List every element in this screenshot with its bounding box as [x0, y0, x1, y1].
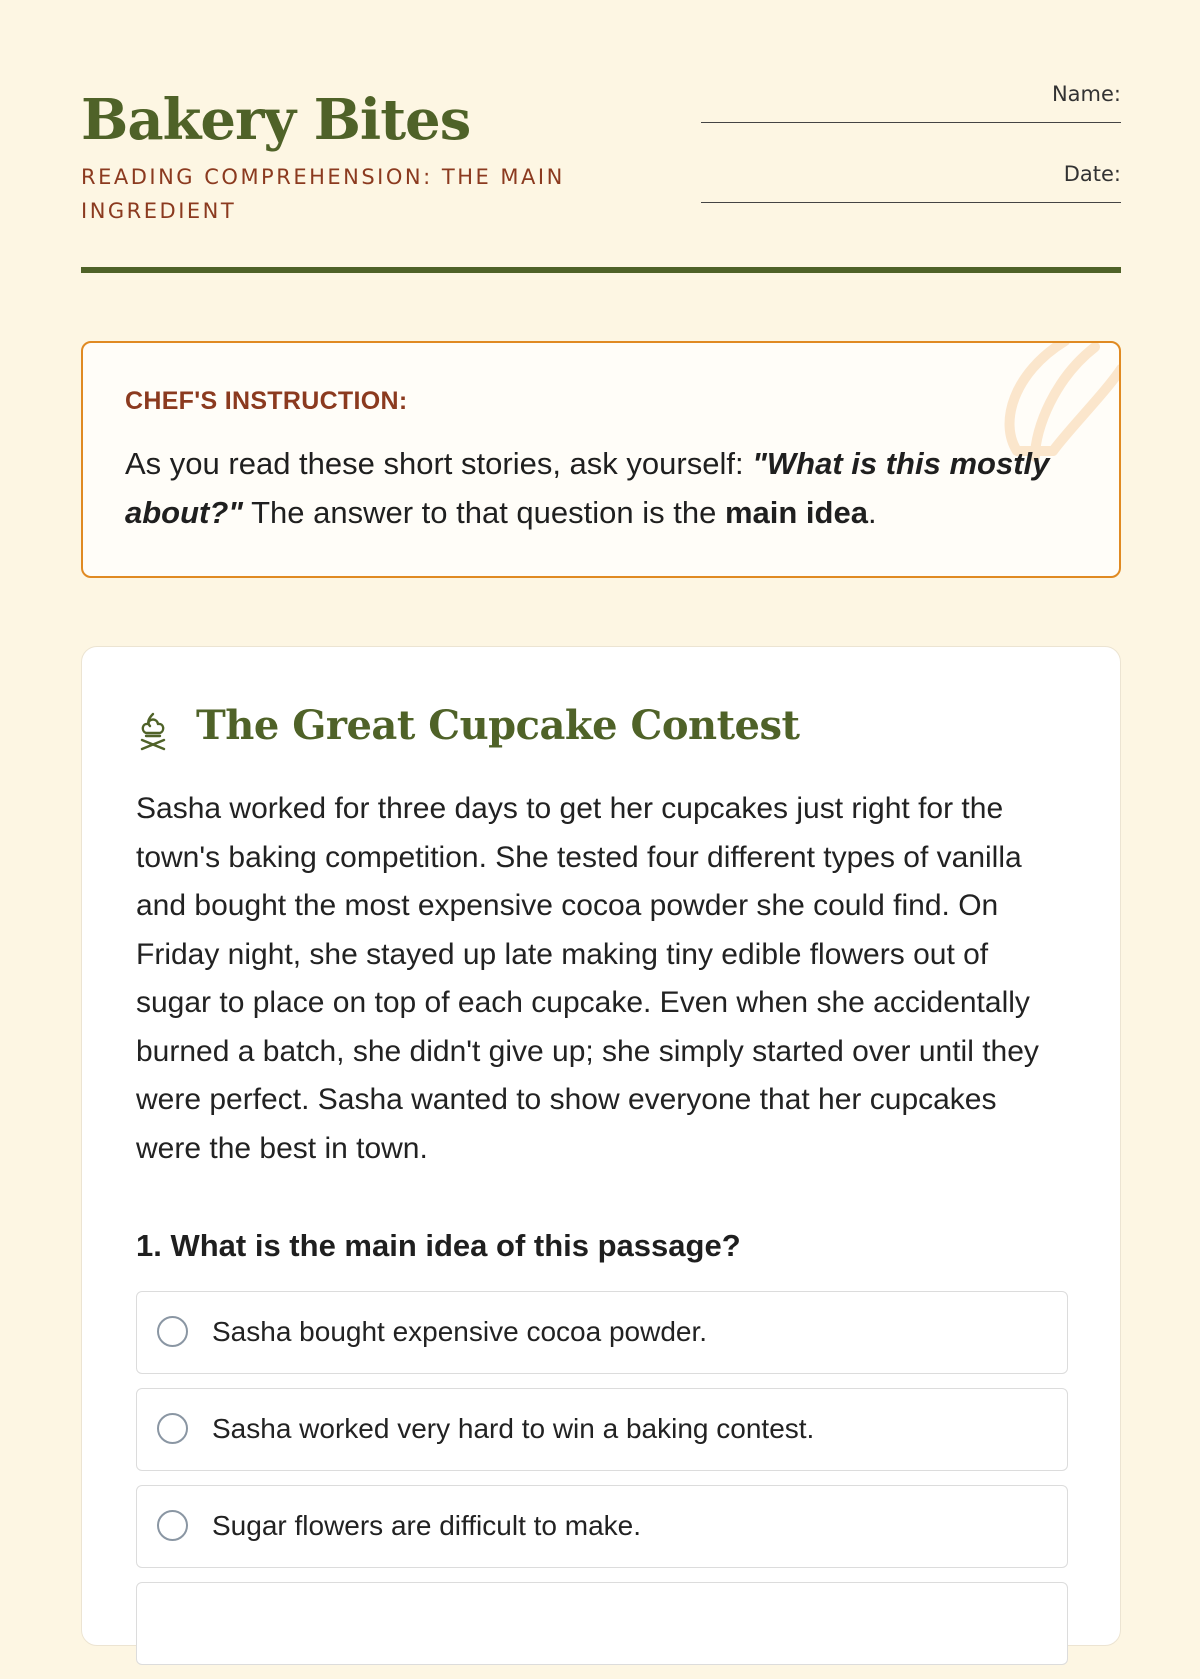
header-divider [81, 267, 1121, 273]
story-title: The Great Cupcake Contest [196, 702, 800, 749]
story-card [81, 646, 1121, 1646]
radio-button[interactable] [157, 1413, 188, 1444]
story-passage: Sasha worked for three days to get her cupcakes just right for the town's baking competition. She tested four different types of vanilla and bought the most expensive cocoa powder she could find. On Friday night, she stayed up late making tiny edible flowers out of sugar to place on top of each cupcake. Even when she accidentally burned a batch, she didn't give up; she simply started over until they were perfect. Sasha wanted to show everyone that her cupcakes were the best in town. [136, 792, 1039, 1165]
instruction-label: CHEF'S INSTRUCTION: [125, 387, 408, 415]
worksheet-page [81, 0, 1121, 1541]
answer-option-label: Sasha bought expensive cocoa powder. [212, 1316, 708, 1347]
name-field[interactable] [701, 82, 1121, 123]
main-idea-term: main idea [724, 495, 868, 530]
answer-option-c[interactable] [136, 1485, 1068, 1568]
answer-options [136, 1291, 1068, 1679]
radio-button[interactable] [157, 1316, 188, 1347]
date-field[interactable] [701, 162, 1121, 203]
date-label: Date: [1063, 162, 1121, 186]
chef-hat-icon [138, 711, 168, 751]
instruction-text-end: . [867, 495, 877, 530]
instruction-text-before: As you read these short stories, ask yourself: [125, 446, 753, 481]
instruction-box [81, 341, 1121, 578]
answer-option-b[interactable] [136, 1388, 1068, 1471]
instruction-text [125, 439, 1075, 537]
question-1: 1. What is the main idea of this passage? [136, 1228, 741, 1263]
radio-button[interactable] [157, 1510, 188, 1541]
answer-option-label: Sugar flowers are difficult to make. [212, 1510, 642, 1541]
answer-option-label: Sasha worked very hard to win a baking contest. [212, 1413, 815, 1444]
worksheet-header [81, 0, 1121, 276]
name-label: Name: [1051, 82, 1121, 106]
answer-option-a[interactable] [136, 1291, 1068, 1374]
instruction-quote: "What is this mostly about?" [125, 446, 1050, 530]
page-subtitle: READING COMPREHENSION: THE MAIN INGREDIENT [81, 165, 565, 223]
page-title: Bakery Bites [81, 87, 471, 153]
instruction-text-middle: The answer to that question is the [243, 495, 725, 530]
answer-option-d[interactable] [136, 1582, 1068, 1665]
